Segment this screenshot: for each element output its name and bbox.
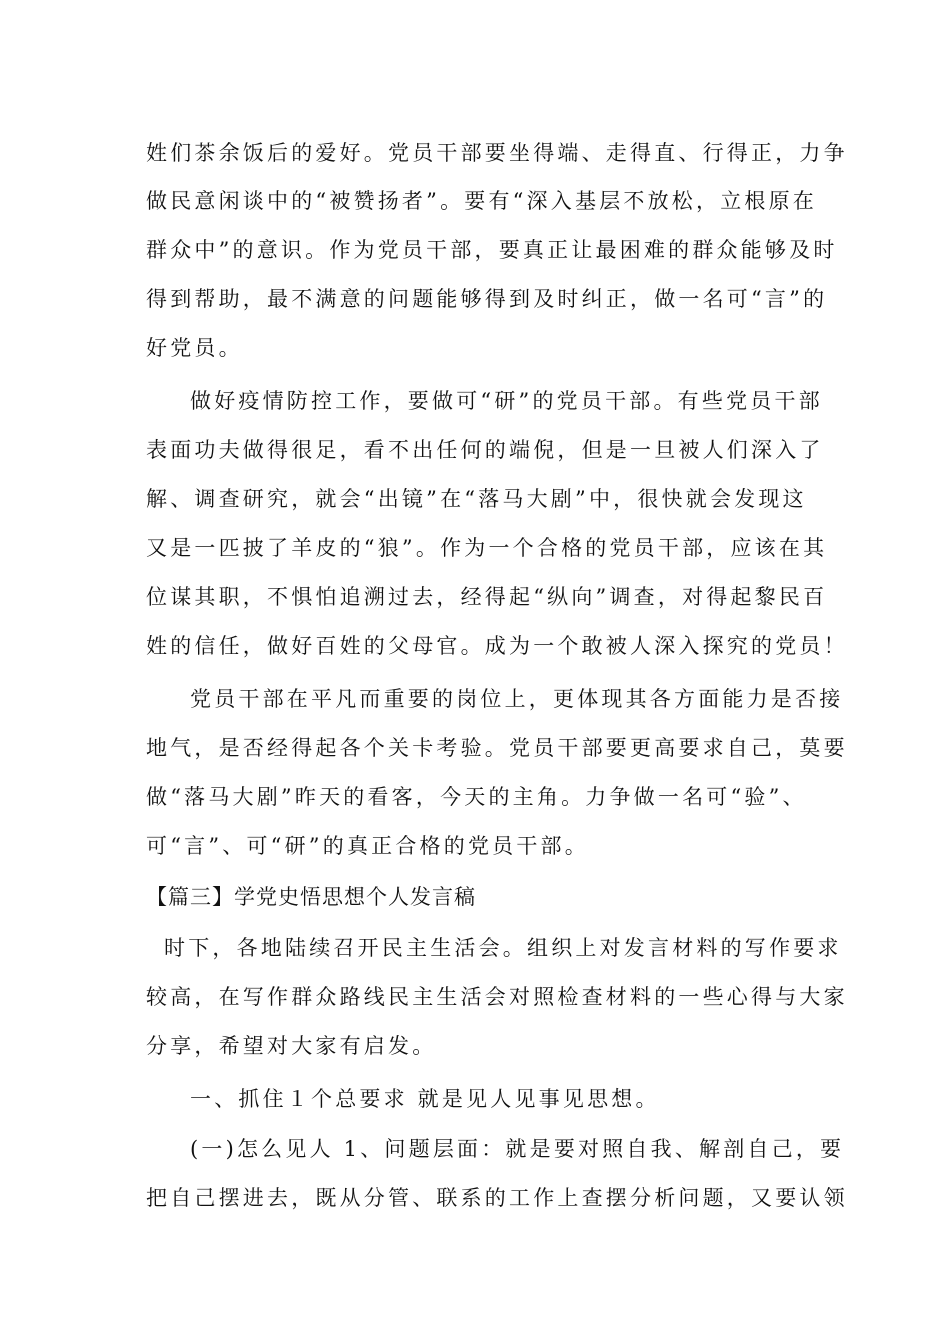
paragraph-line: (一)怎么见人 1、问题层面：就是要对照自我、解剖自己，要	[190, 1137, 845, 1161]
paragraph-line: 好党员。	[146, 336, 243, 360]
section-heading: 【篇三】学党史悟思想个人发言稿	[146, 885, 476, 909]
subheading-line: 一、抓住１个总要求 就是见人见事见思想。	[190, 1087, 660, 1111]
paragraph-line: 做民意闲谈中的“被赞扬者”。要有“深入基层不放松，立根原在	[146, 189, 818, 213]
paragraph-line: 做“落马大剧”昨天的看客，今天的主角。力争做一名可“验”、	[146, 785, 807, 809]
paragraph-line: 党员干部在平凡而重要的岗位上，更体现其各方面能力是否接	[190, 687, 844, 711]
paragraph-line: 较高，在写作群众路线民主生活会对照检查材料的一些心得与大家	[146, 985, 848, 1009]
paragraph-line: 姓的信任，做好百姓的父母官。成为一个敢被人深入探究的党员！	[146, 634, 848, 658]
paragraph-line: 把自己摆进去，既从分管、联系的工作上查摆分析问题，又要认领	[146, 1186, 848, 1210]
paragraph-line: 做好疫情防控工作，要做可“研”的党员干部。有些党员干部	[190, 389, 823, 413]
paragraph-line: 位谋其职，不惧怕追溯过去，经得起“纵向”调查，对得起黎民百	[146, 585, 828, 609]
paragraph-line: 群众中”的意识。作为党员干部，要真正让最困难的群众能够及时	[146, 238, 838, 262]
paragraph-line: 得到帮助，最不满意的问题能够得到及时纠正，做一名可“言”的	[146, 287, 828, 311]
paragraph-line: 解、调查研究，就会“出镜”在“落马大剧”中，很快就会发现这	[146, 487, 807, 511]
paragraph-line: 表面功夫做得很足，看不出任何的端倪，但是一旦被人们深入了	[146, 438, 824, 462]
paragraph-line: 分享，希望对大家有启发。	[146, 1034, 437, 1058]
paragraph-line: 地气，是否经得起各个关卡考验。党员干部要更高要求自己，莫要	[146, 736, 848, 760]
paragraph-line: 可“言”、可“研”的真正合格的党员干部。	[146, 834, 589, 858]
paragraph-line: 又是一匹披了羊皮的“狼”。作为一个合格的党员干部，应该在其	[146, 536, 828, 560]
paragraph-line: 姓们茶余饭后的爱好。党员干部要坐得端、走得直、行得正，力争	[146, 141, 848, 165]
paragraph-line: 时下，各地陆续召开民主生活会。组织上对发言材料的写作要求	[164, 936, 842, 960]
